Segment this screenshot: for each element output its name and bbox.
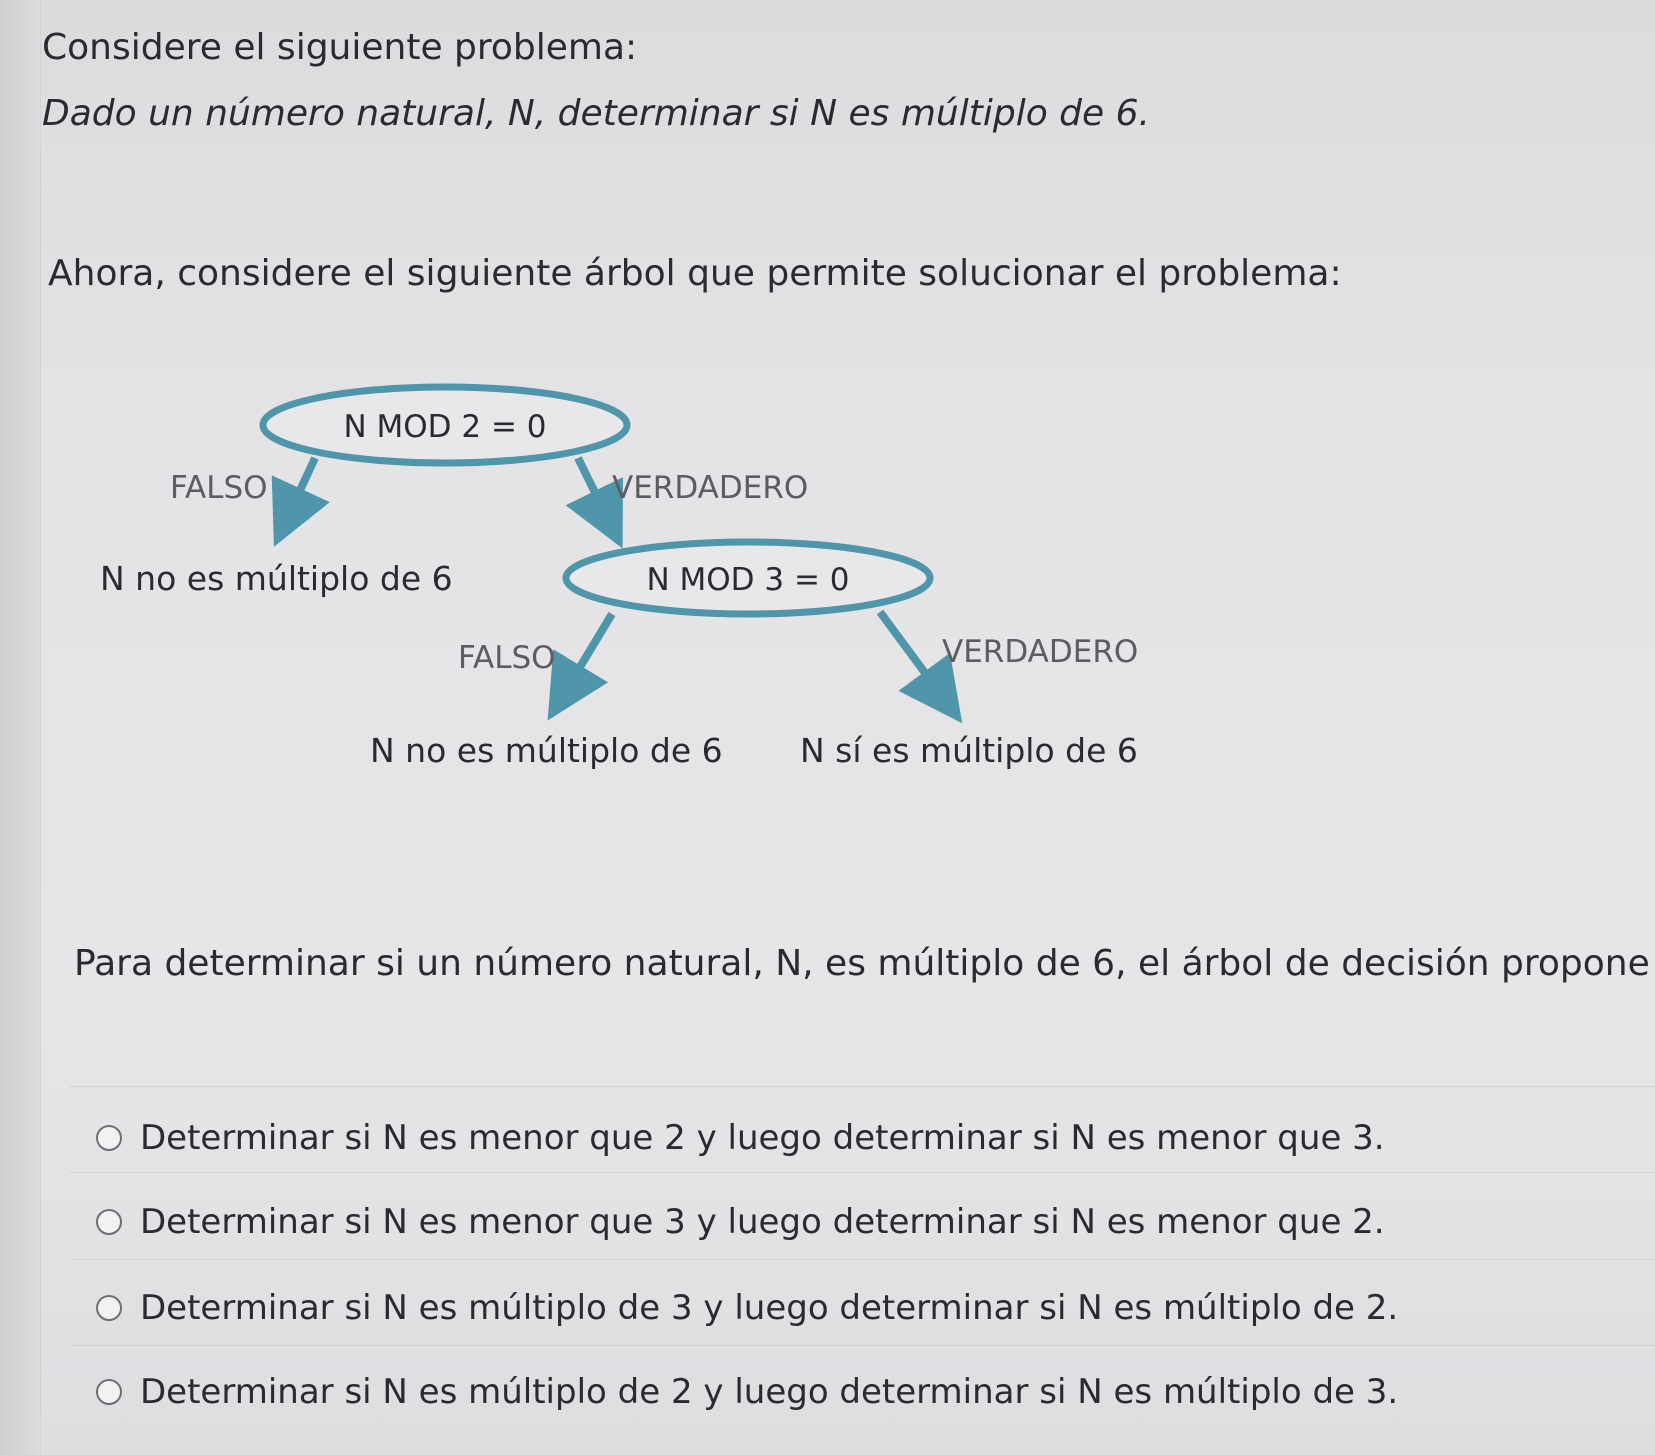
leaf-right-label: N sí es múltiplo de 6 bbox=[800, 731, 1138, 770]
answer-option-4[interactable] bbox=[96, 1372, 1398, 1412]
option-separator bbox=[70, 1345, 1655, 1346]
radio-button[interactable] bbox=[96, 1125, 122, 1151]
answer-option-1[interactable] bbox=[96, 1118, 1385, 1158]
option-label: Determinar si N es menor que 3 y luego determinar si N es menor que 2. bbox=[140, 1202, 1385, 1242]
leaf-mid-label: N no es múltiplo de 6 bbox=[370, 731, 723, 770]
root-false-label: FALSO bbox=[170, 470, 268, 506]
child-false-edge bbox=[560, 614, 612, 700]
root-true-edge bbox=[578, 458, 612, 527]
option-separator bbox=[70, 1259, 1655, 1260]
root-true-label: VERDADERO bbox=[612, 470, 809, 506]
option-label: Determinar si N es múltiplo de 3 y luego determinar si N es múltiplo de 2. bbox=[140, 1288, 1399, 1328]
radio-button[interactable] bbox=[96, 1379, 122, 1405]
tree-intro-text: Ahora, considere el siguiente árbol que permite solucionar el problema: bbox=[48, 253, 1342, 294]
question-text: Para determinar si un número natural, N, es múltiplo de 6, el árbol de decisión propone bbox=[74, 943, 1650, 984]
option-label: Determinar si N es múltiplo de 2 y luego determinar si N es múltiplo de 3. bbox=[140, 1372, 1399, 1412]
root-node-label: N MOD 2 = 0 bbox=[343, 409, 547, 445]
answer-option-2[interactable] bbox=[96, 1202, 1385, 1242]
problem-statement: Dado un número natural, N, determinar si N es múltiplo de 6. bbox=[42, 93, 1150, 134]
intro-text: Considere el siguiente problema: bbox=[42, 27, 638, 68]
answer-option-3[interactable] bbox=[96, 1288, 1398, 1328]
child-true-label: VERDADERO bbox=[942, 634, 1139, 670]
child-node-label: N MOD 3 = 0 bbox=[646, 562, 850, 598]
radio-button[interactable] bbox=[96, 1209, 122, 1235]
root-false-edge bbox=[284, 458, 315, 525]
child-true-edge bbox=[880, 612, 948, 704]
option-separator bbox=[70, 1172, 1655, 1173]
option-separator bbox=[70, 1086, 1655, 1087]
radio-button[interactable] bbox=[96, 1295, 122, 1321]
leaf-left-label: N no es múltiplo de 6 bbox=[100, 559, 453, 598]
option-label: Determinar si N es menor que 2 y luego determinar si N es menor que 3. bbox=[140, 1118, 1385, 1158]
child-false-label: FALSO bbox=[458, 640, 556, 676]
